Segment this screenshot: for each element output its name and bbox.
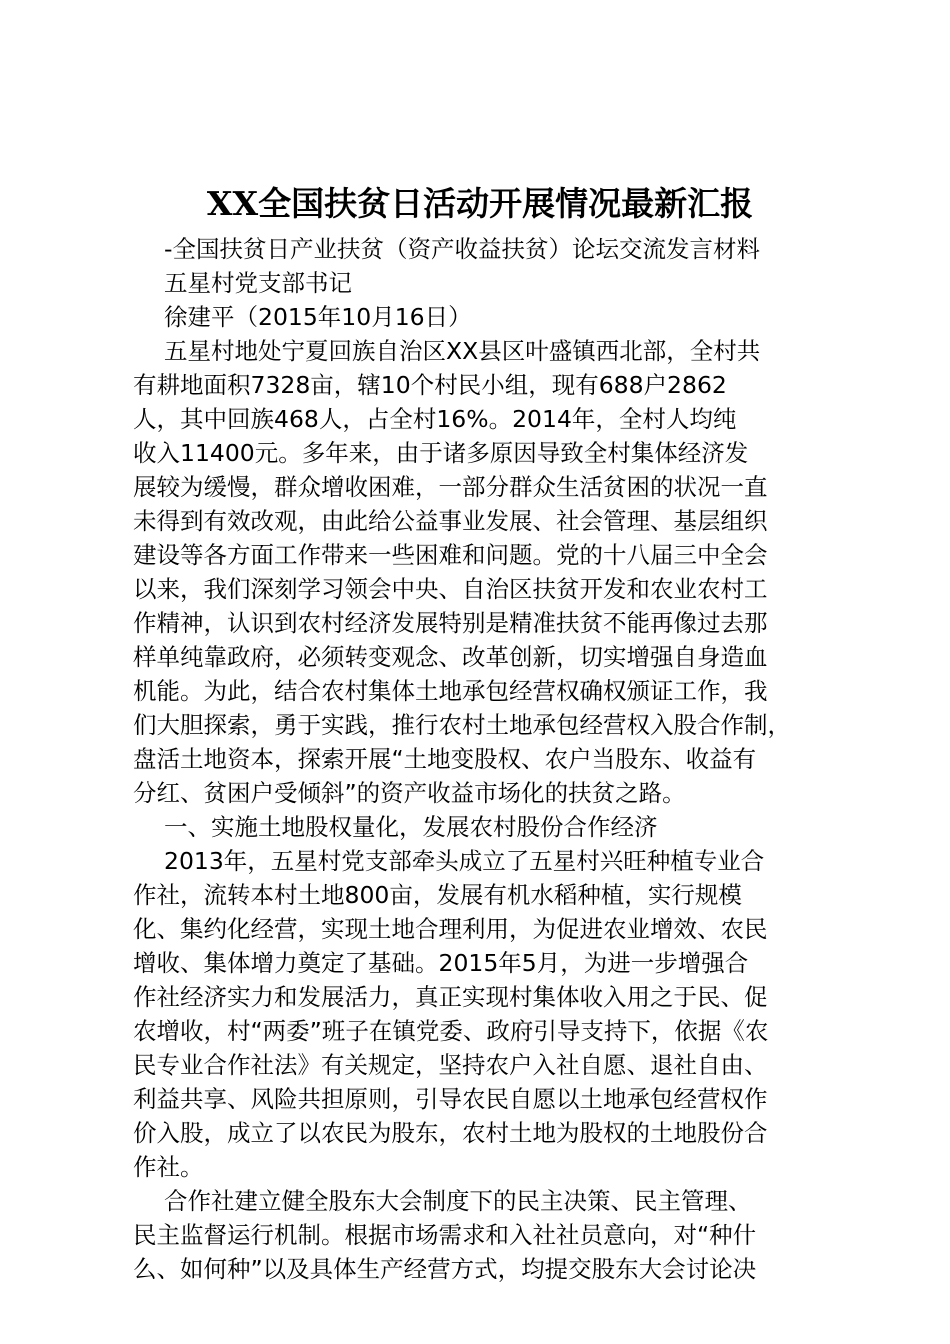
paragraph-line: 2013年，五星村党支部牵头成立了五星村兴旺种植专业合 [164,847,765,875]
paragraph-line: 机能。为此，结合农村集体土地承包经营权确权颁证工作，我 [133,677,768,705]
paragraph-line: 们大胆探索，勇于实践，推行农村土地承包经营权入股合作制， [133,711,791,739]
paragraph-line: 分红、贫困户受倾斜”的资产收益市场化的扶贫之路。 [133,779,686,807]
paragraph-line: 农增收，村“两委”班子在镇党委、政府引导支持下，依据《农 [133,1017,769,1045]
paragraph-line: 展较为缓慢，群众增收困难，一部分群众生活贫困的状况一直 [133,473,768,501]
section-heading: 一、实施土地股权量化，发展农村股份合作经济 [164,813,658,841]
paragraph-line: 收入11400元。多年来，由于诸多原因导致全村集体经济发 [133,439,749,467]
document-body [133,232,833,1286]
document-title: XX全国扶贫日活动开展情况最新汇报 [206,184,754,223]
paragraph-line: 以来，我们深刻学习领会中央、自治区扶贫开发和农业农村工 [133,575,768,603]
paragraph-line: 建设等各方面工作带来一些困难和问题。党的十八届三中全会 [133,541,768,569]
paragraph-line: 作社。 [133,1153,204,1181]
paragraph-line: 利益共享、风险共担原则，引导农民自愿以土地承包经营权作 [133,1085,768,1113]
paragraph-line: 人，其中回族468人，占全村16%。2014年，全村人均纯 [133,405,737,433]
paragraph-line: 合作社建立健全股东大会制度下的民主决策、民主管理、 [164,1187,752,1215]
subtitle-line: -全国扶贫日产业扶贫（资产收益扶贫）论坛交流发言材料 [164,235,760,263]
paragraph-line: 增收、集体增力奠定了基础。2015年5月，为进一步增强合 [133,949,749,977]
paragraph-line: 作精神，认识到农村经济发展特别是精准扶贫不能再像过去那 [133,609,768,637]
paragraph-line: 民专业合作社法》有关规定，坚持农户入社自愿、退社自由、 [133,1051,768,1079]
paragraph-line: 作社，流转本村土地800亩，发展有机水稻种植，实行规模 [133,881,742,909]
paragraph-line: 化、集约化经营，实现土地合理利用，为促进农业增效、农民 [133,915,768,943]
paragraph-line: 有耕地面积7328亩，辖10个村民小组，现有688户2862 [133,371,727,399]
paragraph-line: 五星村地处宁夏回族自治区XX县区叶盛镇西北部，全村共 [164,337,761,365]
paragraph-line: 作社经济实力和发展活力，真正实现村集体收入用之于民、促 [133,983,768,1011]
author-date-line: 徐建平（2015年10月16日） [164,303,472,331]
paragraph-line: 样单纯靠政府，必须转变观念、改革创新，切实增强自身造血 [133,643,768,671]
paragraph-line: 么、如何种”以及具体生产经营方式，均提交股东大会讨论决 [133,1255,757,1283]
paragraph-line: 民主监督运行机制。根据市场需求和入社社员意向，对“种什 [133,1221,757,1249]
paragraph-line: 未得到有效改观，由此给公益事业发展、社会管理、基层组织 [133,507,768,535]
author-position-line: 五星村党支部书记 [164,269,352,297]
paragraph-line: 价入股，成立了以农民为股东，农村土地为股权的土地股份合 [133,1119,768,1147]
paragraph-line: 盘活土地资本，探索开展“土地变股权、农户当股东、收益有 [133,745,757,773]
